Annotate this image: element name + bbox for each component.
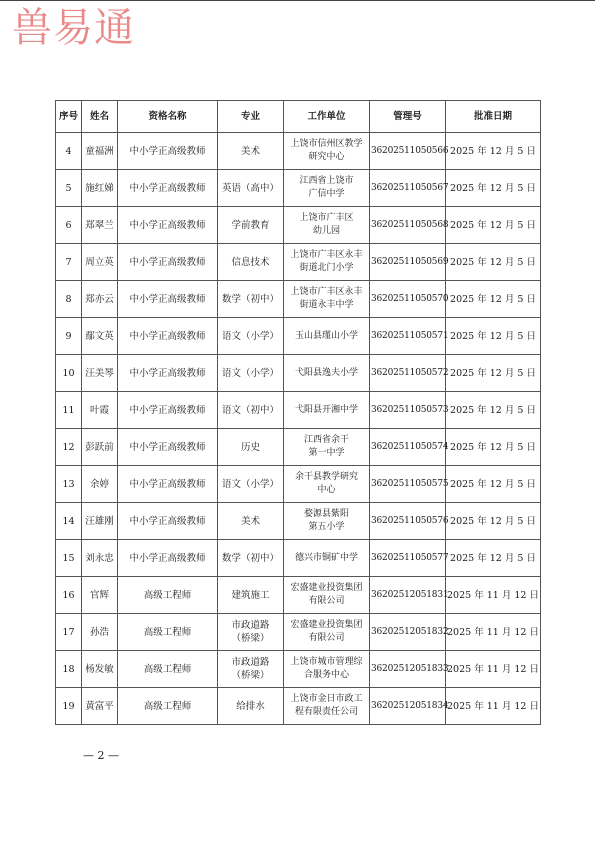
cell-name: 童福洲 bbox=[82, 133, 118, 170]
cell-line: 玉山县瑾山小学 bbox=[294, 330, 358, 341]
cell-major: 建筑施工 bbox=[218, 577, 284, 614]
header-workplace: 工作单位 bbox=[284, 101, 370, 133]
cell-management-no: 36202512051833 bbox=[370, 651, 446, 688]
cell-major: 给排水 bbox=[218, 688, 284, 725]
cell-major: 数学（初中） bbox=[218, 281, 284, 318]
header-management-no: 管理号 bbox=[370, 101, 446, 133]
cell-major: 市政道路（桥梁） bbox=[218, 614, 284, 651]
cell-line: 街道永丰中学 bbox=[299, 300, 354, 310]
cell-workplace bbox=[284, 540, 370, 577]
table-row bbox=[56, 392, 541, 429]
cell-serial: 11 bbox=[56, 392, 82, 429]
table-row bbox=[56, 170, 541, 207]
cell-qualification: 高级工程师 bbox=[118, 577, 218, 614]
cell-major: 学前教育 bbox=[218, 207, 284, 244]
cell-qualification: 中小学正高级教师 bbox=[118, 207, 218, 244]
cell-name: 官辉 bbox=[82, 577, 118, 614]
top-border-line bbox=[0, 0, 595, 1]
page-number: — 2 — bbox=[83, 749, 119, 762]
cell-approval-date: 2025 年 12 月 5 日 bbox=[446, 355, 541, 392]
cell-workplace bbox=[284, 170, 370, 207]
cell-major: 语文（小学） bbox=[218, 466, 284, 503]
cell-line: 程有限责任公司 bbox=[294, 707, 358, 717]
cell-line: 德兴市铜矿中学 bbox=[294, 552, 358, 563]
cell-name: 郑翠兰 bbox=[82, 207, 118, 244]
cell-approval-date: 2025 年 12 月 5 日 bbox=[446, 429, 541, 466]
cell-workplace bbox=[284, 355, 370, 392]
cell-major: 市政道路（桥梁） bbox=[218, 651, 284, 688]
cell-approval-date: 2025 年 11 月 12 日 bbox=[446, 614, 541, 651]
cell-serial: 17 bbox=[56, 614, 82, 651]
table-row bbox=[56, 466, 541, 503]
cell-line: 上饶市广丰区 bbox=[299, 213, 354, 223]
cell-qualification: 高级工程师 bbox=[118, 651, 218, 688]
cell-approval-date: 2025 年 11 月 12 日 bbox=[446, 688, 541, 725]
cell-approval-date: 2025 年 12 月 5 日 bbox=[446, 281, 541, 318]
cell-serial: 15 bbox=[56, 540, 82, 577]
cell-qualification: 中小学正高级教师 bbox=[118, 133, 218, 170]
cell-management-no: 36202511050568 bbox=[370, 207, 446, 244]
table-row bbox=[56, 503, 541, 540]
cell-management-no: 36202511050577 bbox=[370, 540, 446, 577]
cell-line: 余干县教学研究 bbox=[294, 472, 358, 482]
approval-table bbox=[55, 100, 541, 725]
cell-line: 研究中心 bbox=[308, 152, 345, 162]
table-row bbox=[56, 577, 541, 614]
cell-name: 汪美琴 bbox=[82, 355, 118, 392]
cell-line: 上饶市城市管理综 bbox=[290, 657, 363, 667]
cell-management-no: 36202511050569 bbox=[370, 244, 446, 281]
cell-workplace bbox=[284, 318, 370, 355]
cell-workplace bbox=[284, 651, 370, 688]
cell-management-no: 36202511050572 bbox=[370, 355, 446, 392]
cell-line: 中心 bbox=[317, 485, 336, 495]
cell-major: 历史 bbox=[218, 429, 284, 466]
cell-line: 宏盛建业投资集团 bbox=[290, 583, 363, 593]
cell-qualification: 中小学正高级教师 bbox=[118, 281, 218, 318]
cell-workplace bbox=[284, 133, 370, 170]
cell-management-no: 36202512051832 bbox=[370, 614, 446, 651]
cell-name: 叶霞 bbox=[82, 392, 118, 429]
cell-workplace bbox=[284, 392, 370, 429]
cell-workplace bbox=[284, 466, 370, 503]
cell-workplace bbox=[284, 207, 370, 244]
cell-qualification: 高级工程师 bbox=[118, 688, 218, 725]
cell-approval-date: 2025 年 12 月 5 日 bbox=[446, 170, 541, 207]
cell-line: 上饶市金日市政工 bbox=[290, 694, 363, 704]
cell-line: 上饶市广丰区永丰 bbox=[290, 250, 363, 260]
cell-serial: 6 bbox=[56, 207, 82, 244]
cell-management-no: 36202511050570 bbox=[370, 281, 446, 318]
cell-name: 黄富平 bbox=[82, 688, 118, 725]
cell-management-no: 36202512051834 bbox=[370, 688, 446, 725]
cell-line: 广信中学 bbox=[308, 189, 345, 199]
cell-name: 汪雄刚 bbox=[82, 503, 118, 540]
header-qualification: 资格名称 bbox=[118, 101, 218, 133]
cell-line: 合服务中心 bbox=[303, 670, 349, 680]
header-approval-date: 批准日期 bbox=[446, 101, 541, 133]
cell-approval-date: 2025 年 12 月 5 日 bbox=[446, 244, 541, 281]
cell-qualification: 中小学正高级教师 bbox=[118, 355, 218, 392]
table-row bbox=[56, 429, 541, 466]
cell-serial: 5 bbox=[56, 170, 82, 207]
table-row bbox=[56, 688, 541, 725]
cell-approval-date: 2025 年 12 月 5 日 bbox=[446, 466, 541, 503]
cell-line: 第五小学 bbox=[308, 522, 345, 532]
cell-qualification: 高级工程师 bbox=[118, 614, 218, 651]
cell-line: 第一中学 bbox=[308, 448, 345, 458]
cell-qualification: 中小学正高级教师 bbox=[118, 244, 218, 281]
cell-management-no: 36202511050567 bbox=[370, 170, 446, 207]
cell-approval-date: 2025 年 12 月 5 日 bbox=[446, 540, 541, 577]
table-row bbox=[56, 207, 541, 244]
cell-serial: 16 bbox=[56, 577, 82, 614]
cell-line: 街道北门小学 bbox=[299, 263, 354, 273]
cell-line: 有限公司 bbox=[308, 596, 345, 606]
header-serial: 序号 bbox=[56, 101, 82, 133]
table-row bbox=[56, 133, 541, 170]
cell-name: 鄢文英 bbox=[82, 318, 118, 355]
table-row bbox=[56, 355, 541, 392]
cell-qualification: 中小学正高级教师 bbox=[118, 466, 218, 503]
watermark-logo: 兽易通 bbox=[12, 5, 135, 51]
cell-approval-date: 2025 年 12 月 5 日 bbox=[446, 207, 541, 244]
cell-approval-date: 2025 年 12 月 5 日 bbox=[446, 133, 541, 170]
cell-name: 杨发敏 bbox=[82, 651, 118, 688]
cell-management-no: 36202511050574 bbox=[370, 429, 446, 466]
cell-serial: 7 bbox=[56, 244, 82, 281]
cell-workplace bbox=[284, 429, 370, 466]
table-row bbox=[56, 540, 541, 577]
cell-name: 余婷 bbox=[82, 466, 118, 503]
cell-major: 美术 bbox=[218, 133, 284, 170]
cell-line: 弋阳县开湘中学 bbox=[294, 404, 358, 415]
cell-qualification: 中小学正高级教师 bbox=[118, 540, 218, 577]
cell-serial: 18 bbox=[56, 651, 82, 688]
cell-major: 数学（初中） bbox=[218, 540, 284, 577]
cell-approval-date: 2025 年 11 月 12 日 bbox=[446, 577, 541, 614]
cell-serial: 14 bbox=[56, 503, 82, 540]
header-major: 专业 bbox=[218, 101, 284, 133]
cell-serial: 10 bbox=[56, 355, 82, 392]
cell-line: 江西省余干 bbox=[303, 435, 349, 445]
cell-major: 信息技术 bbox=[218, 244, 284, 281]
cell-line: 有限公司 bbox=[308, 633, 345, 643]
cell-name: 彭跃前 bbox=[82, 429, 118, 466]
cell-qualification: 中小学正高级教师 bbox=[118, 318, 218, 355]
cell-major: 美术 bbox=[218, 503, 284, 540]
table-header-row bbox=[56, 101, 541, 133]
cell-workplace bbox=[284, 281, 370, 318]
cell-major: 语文（初中） bbox=[218, 392, 284, 429]
cell-management-no: 36202511050573 bbox=[370, 392, 446, 429]
cell-line: 弋阳县逸夫小学 bbox=[294, 367, 358, 378]
table-body bbox=[56, 133, 541, 725]
cell-qualification: 中小学正高级教师 bbox=[118, 170, 218, 207]
cell-approval-date: 2025 年 12 月 5 日 bbox=[446, 503, 541, 540]
cell-management-no: 36202511050576 bbox=[370, 503, 446, 540]
table-row bbox=[56, 614, 541, 651]
cell-name: 郑亦云 bbox=[82, 281, 118, 318]
cell-serial: 13 bbox=[56, 466, 82, 503]
cell-qualification: 中小学正高级教师 bbox=[118, 392, 218, 429]
cell-line: 上饶市广丰区永丰 bbox=[290, 287, 363, 297]
cell-approval-date: 2025 年 12 月 5 日 bbox=[446, 318, 541, 355]
cell-serial: 8 bbox=[56, 281, 82, 318]
cell-workplace bbox=[284, 503, 370, 540]
table-row bbox=[56, 244, 541, 281]
cell-workplace bbox=[284, 614, 370, 651]
table-row bbox=[56, 281, 541, 318]
cell-serial: 9 bbox=[56, 318, 82, 355]
cell-management-no: 36202512051831 bbox=[370, 577, 446, 614]
cell-major: 英语（高中） bbox=[218, 170, 284, 207]
cell-management-no: 36202511050571 bbox=[370, 318, 446, 355]
cell-line: 江西省上饶市 bbox=[299, 176, 354, 186]
cell-serial: 12 bbox=[56, 429, 82, 466]
cell-name: 周立英 bbox=[82, 244, 118, 281]
cell-management-no: 36202511050566 bbox=[370, 133, 446, 170]
cell-qualification: 中小学正高级教师 bbox=[118, 503, 218, 540]
cell-qualification: 中小学正高级教师 bbox=[118, 429, 218, 466]
cell-workplace bbox=[284, 688, 370, 725]
cell-line: 幼儿园 bbox=[312, 226, 340, 236]
table-row bbox=[56, 318, 541, 355]
cell-name: 施红娣 bbox=[82, 170, 118, 207]
cell-workplace bbox=[284, 244, 370, 281]
cell-major: 语文（小学） bbox=[218, 355, 284, 392]
header-name: 姓名 bbox=[82, 101, 118, 133]
cell-major: 语文（小学） bbox=[218, 318, 284, 355]
cell-name: 孙浩 bbox=[82, 614, 118, 651]
cell-line: 婺源县紫阳 bbox=[303, 509, 349, 519]
cell-management-no: 36202511050575 bbox=[370, 466, 446, 503]
cell-name: 刘永忠 bbox=[82, 540, 118, 577]
cell-line: 宏盛建业投资集团 bbox=[290, 620, 363, 630]
table-row bbox=[56, 651, 541, 688]
cell-workplace bbox=[284, 577, 370, 614]
cell-approval-date: 2025 年 11 月 12 日 bbox=[446, 651, 541, 688]
cell-serial: 19 bbox=[56, 688, 82, 725]
cell-line: 上饶市信州区教学 bbox=[290, 139, 363, 149]
cell-approval-date: 2025 年 12 月 5 日 bbox=[446, 392, 541, 429]
cell-serial: 4 bbox=[56, 133, 82, 170]
